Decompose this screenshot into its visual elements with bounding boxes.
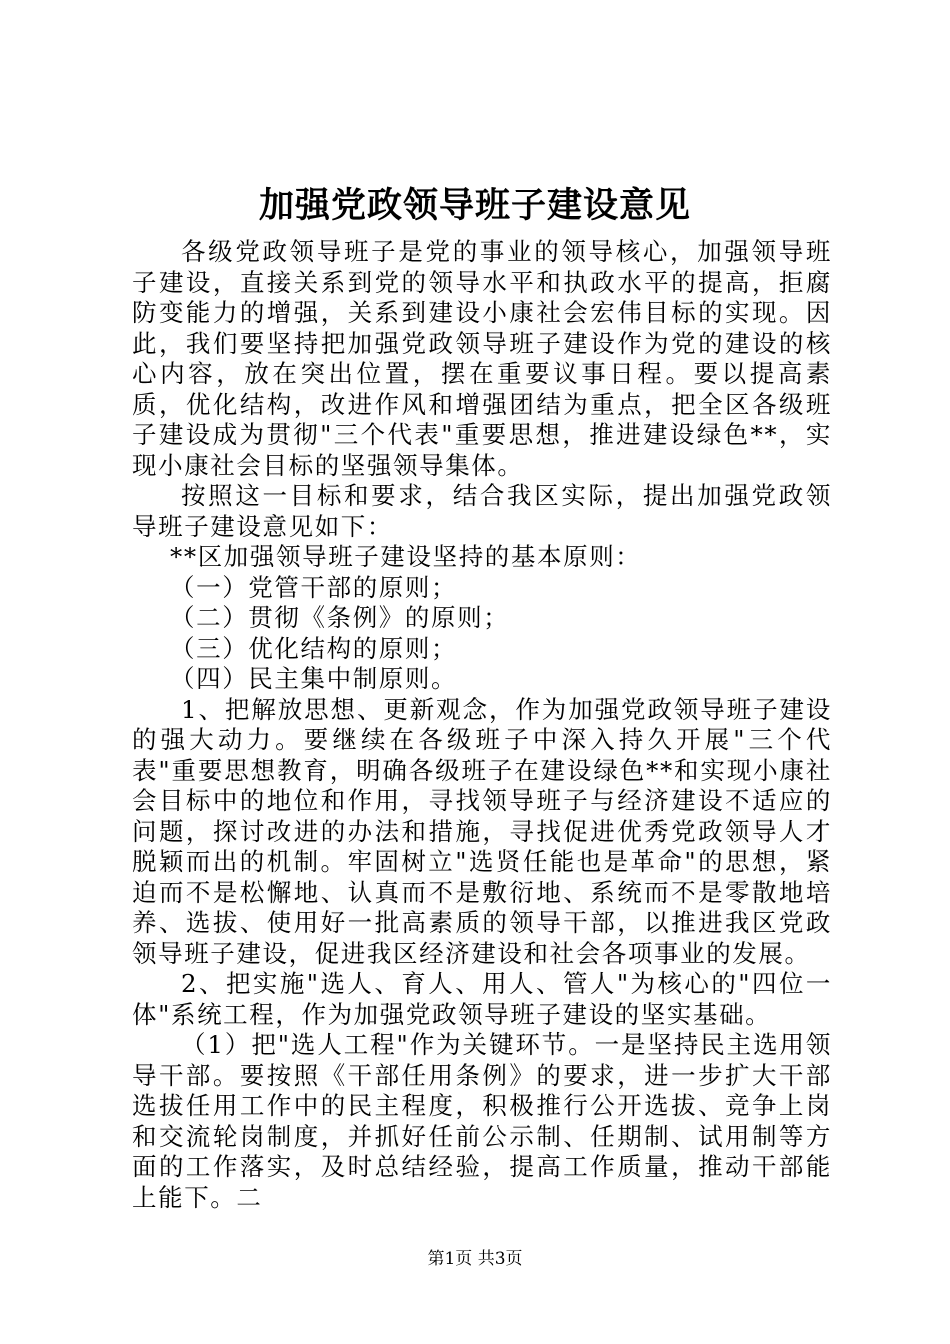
principle-item: （二）贯彻《条例》的原则； (170, 603, 510, 632)
paragraph-intro: 各级党政领导班子是党的事业的领导核心，加强领导班子建设，直接关系到党的领导水平和执政水平的提高，拒腐防变能力的增强，关系到建设小康社会宏伟目标的实现。因此，我们要坚持把加强党政领导班子建设作为党的建设的核心内容，放在突出位置，摆在重要议事日程。要以提高素质，优化结构，改进作风和增强团结为重点，把全区各级班子建设成为贯彻"三个代表"重要思想，推进建设绿色**，实现小康社会目标的坚强领导集体。 (132, 237, 832, 480)
paragraph-section-2: 2、把实施"选人、育人、用人、管人"为核心的"四位一体"系统工程，作为加强党政领导班子建设的坚实基础。 (132, 969, 832, 1029)
page-footer: 第1页 共3页 (427, 1249, 523, 1269)
paragraph-section-2-1: （1）把"选人工程"作为关键环节。一是坚持民主选用领导干部。要按照《干部任用条例》的要求，进一步扩大干部选拔任用工作中的民主程度，积极推行公开选拔、竞争上岗和交流轮岗制度，并抓好任前公示制、任期制、试用制等方面的工作落实，及时总结经验，提高工作质量，推动干部能上能下。二 (132, 1030, 832, 1212)
paragraph-section-1: 1、把解放思想、更新观念，作为加强党政领导班子建设的强大动力。要继续在各级班子中深入持久开展"三个代表"重要思想教育，明确各级班子在建设绿色**和实现小康社会目标中的地位和作用，寻找领导班子与经济建设不适应的问题，探讨改进的办法和措施，寻找促进优秀党政领导人才脱颖而出的机制。牢固树立"选贤任能也是革命"的思想，紧迫而不是松懈地、认真而不是敷衍地、系统而不是零散地培养、选拔、使用好一批高素质的领导干部，以推进我区党政领导班子建设，促进我区经济建设和社会各项事业的发展。 (132, 694, 832, 968)
principle-item: （一）党管干部的原则； (170, 572, 458, 602)
document-body (132, 237, 832, 1213)
paragraph-principles-heading: **区加强领导班子建设坚持的基本原则： (170, 542, 642, 571)
paragraph-purpose: 按照这一目标和要求，结合我区实际，提出加强党政领导班子建设意见如下： (132, 481, 832, 541)
principle-item: （三）优化结构的原则； (170, 633, 458, 663)
principle-item: （四）民主集中制原则。 (170, 664, 458, 693)
document-title: 加强党政领导班子建设意见 (258, 185, 691, 226)
